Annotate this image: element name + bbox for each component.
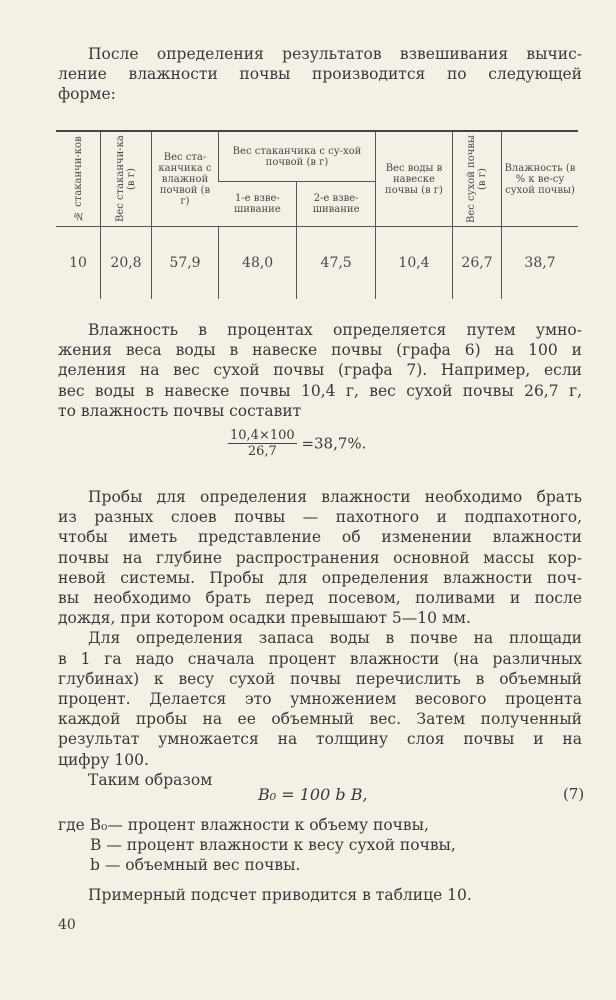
text-line: результат умножается на толщину слоя почвы и на	[58, 730, 582, 749]
text-line: глубинах) к весу сухой почвы перечислить в объемный	[58, 669, 582, 688]
table-row	[56, 227, 578, 300]
header-water-weight: Вес воды в навеске почвы (в г)	[376, 131, 453, 227]
text-line: невой системы. Пробы для определения влажности поч-	[58, 568, 582, 587]
header-weighing-1: 1-е взве-шивание	[219, 182, 297, 227]
text-line: Таким образом	[88, 770, 213, 789]
cell: 26,7	[453, 227, 502, 300]
formula-denominator: 26,7	[247, 444, 277, 459]
cell: 48,0	[219, 227, 297, 300]
header-moisture: Влажность (в % к ве-су сухой почвы)	[502, 131, 579, 227]
paragraph-calc	[58, 320, 582, 421]
header-weighing-2: 2-е взве-шивание	[297, 182, 376, 227]
text-line: деления на вес сухой почвы (графа 7). Например, если	[58, 361, 582, 380]
paragraph-intro	[58, 44, 582, 105]
legend-line: где B₀— процент влажности к объему почвы,	[58, 816, 429, 834]
formula-example	[228, 428, 366, 459]
formula-legend	[58, 815, 582, 875]
header-dry-soil: Вес сухой почвы (в г)	[466, 135, 488, 223]
page-number: 40	[58, 917, 76, 933]
text-line: почвы на глубине распространения основной массы кор-	[58, 548, 582, 567]
moisture-table	[56, 130, 578, 299]
cell: 10	[69, 254, 87, 271]
header-number: № стаканчи-ков	[72, 136, 84, 222]
formula-number: (7)	[563, 785, 585, 803]
legend-line: B — процент влажности к весу сухой почвы,	[90, 836, 456, 854]
text-line: из разных слоев почвы — пахотного и подпахотного,	[58, 508, 582, 527]
header-wet-weight: Вес ста-канчика с влажной почвой (в г)	[152, 131, 219, 227]
text-line: После определения результатов взвешивания вычис-	[88, 45, 582, 63]
cell: 20,8	[101, 227, 152, 300]
formula-numerator: 10,4×100	[230, 428, 295, 443]
text-line: жения веса воды в навеске почвы (графа 6) на 100 и	[58, 341, 582, 360]
text-line: в 1 га надо сначала процент влажности (на различных	[58, 649, 582, 668]
text-line: вы необходимо брать перед посевом, поливами и после	[58, 589, 582, 608]
header-cup-weight: Вес стаканчи-ка (в г)	[115, 135, 137, 223]
text-line: Примерный подсчет приводится в таблице 10.	[88, 886, 472, 904]
cell: 47,5	[297, 227, 376, 300]
legend-line: b — объемный вес почвы.	[90, 856, 301, 874]
text-line: форме:	[58, 85, 116, 104]
text-line: каждой пробы на ее объемный вес. Затем полученный	[58, 710, 582, 729]
header-dry-weight: Вес стаканчика с су-хой почвой (в г)	[219, 131, 376, 182]
text-line: дождя, при котором осадки превышают 5—10 мм.	[58, 609, 471, 628]
text-line: цифру 100.	[58, 750, 149, 769]
text-line: то влажность почвы составит	[58, 401, 302, 420]
text-line: чтобы иметь представление об изменении влажности	[58, 528, 582, 547]
cell: 38,7	[502, 227, 579, 300]
text-line: вес воды в навеске почвы 10,4 г, вес сухой почвы 26,7 г,	[58, 381, 582, 400]
text-line: Влажность в процентах определяется путем умно-	[88, 321, 582, 339]
formula-result: =38,7%.	[301, 434, 367, 453]
formula-7: B₀ = 100 b B,	[258, 785, 368, 804]
paragraph-table-ref	[58, 885, 582, 905]
paragraph-sampling	[58, 487, 582, 790]
cell: 10,4	[376, 227, 453, 300]
text-line: процент. Делается это умножением весового процента	[58, 690, 582, 709]
text-line: Для определения запаса воды в почве на площади	[88, 629, 582, 648]
cell: 57,9	[152, 227, 219, 300]
text-line: ление влажности почвы производится по следующей	[58, 65, 582, 84]
text-line: Пробы для определения влажности необходимо брать	[88, 488, 582, 506]
